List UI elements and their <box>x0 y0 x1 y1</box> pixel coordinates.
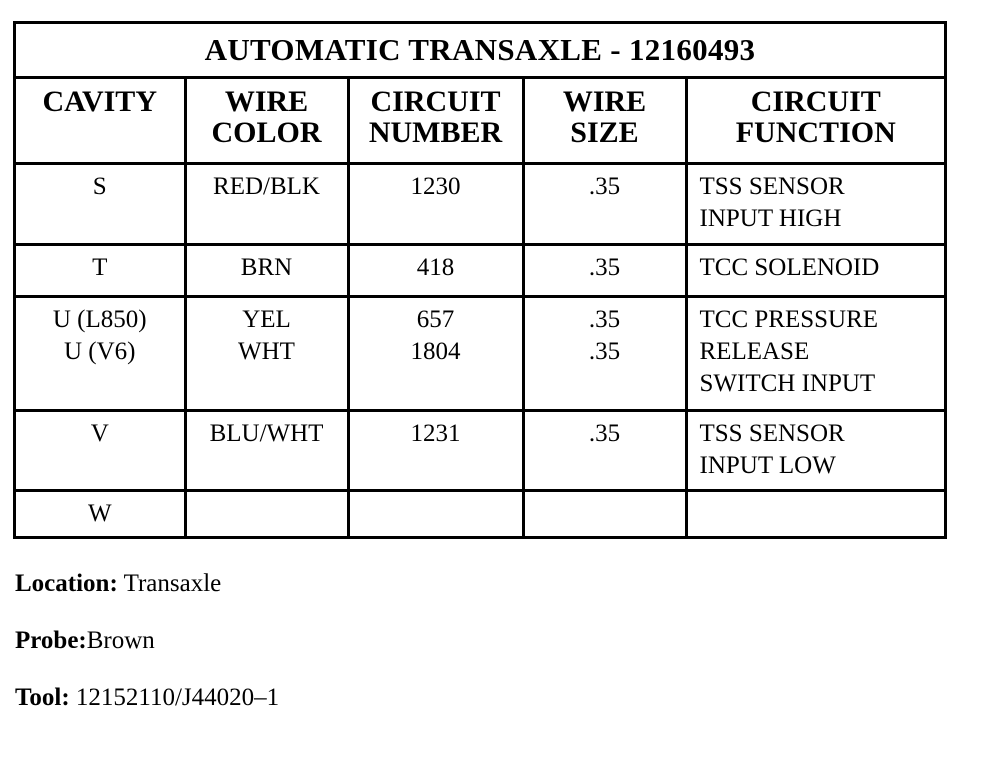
cavity-cell <box>16 244 185 296</box>
table-row <box>16 410 944 490</box>
probe-label: Probe: <box>15 627 87 654</box>
circuit-function-line: TSS SENSOR <box>699 172 845 200</box>
tool-line <box>15 684 279 712</box>
table-row <box>16 244 944 296</box>
header-wire-color <box>185 79 348 163</box>
wire-color-value: BRN <box>240 253 293 281</box>
wire-size-value: .35 <box>588 172 621 200</box>
wire-color-cell <box>185 296 348 410</box>
circuit-function-cell <box>686 296 944 410</box>
cavity-value: U (L850) <box>52 305 147 333</box>
probe-value: Brown <box>86 627 155 654</box>
header-row <box>16 79 944 163</box>
header-circuit-function-line2: FUNCTION <box>735 116 896 149</box>
circuit-number-value: 657 <box>416 305 455 333</box>
table-row <box>16 163 944 244</box>
circuit-number-cell <box>348 490 523 539</box>
circuit-number-value: 1230 <box>410 172 461 200</box>
wire-color-cell <box>185 490 348 539</box>
wire-color-value: BLU/WHT <box>209 419 324 447</box>
wire-size-cell <box>523 410 686 490</box>
circuit-number-value: 418 <box>416 253 455 281</box>
circuit-function-line: TCC PRESSURE <box>699 305 879 333</box>
wire-size-value: .35 <box>588 253 621 281</box>
header-wire-size <box>523 79 686 163</box>
wire-size-cell <box>523 244 686 296</box>
connector-table-frame <box>13 21 947 539</box>
circuit-number-value: 1804 <box>410 337 461 365</box>
tool-label: Tool: <box>15 684 70 711</box>
header-circuit-function <box>686 79 944 163</box>
header-cavity <box>16 79 185 163</box>
cavity-cell <box>16 163 185 244</box>
circuit-function-line: TSS SENSOR <box>699 419 845 447</box>
wire-size-cell <box>523 490 686 539</box>
cavity-value: T <box>92 253 108 281</box>
cavity-value: S <box>92 172 107 200</box>
location-line <box>15 570 221 598</box>
header-circuit-function-line1: CIRCUIT <box>750 85 881 118</box>
table-title: AUTOMATIC TRANSAXLE - 12160493 <box>16 24 944 79</box>
wire-size-cell <box>523 296 686 410</box>
cavity-cell <box>16 410 185 490</box>
circuit-number-cell <box>348 163 523 244</box>
location-label: Location: <box>15 570 118 597</box>
cavity-value: W <box>87 499 112 527</box>
table-row <box>16 490 944 539</box>
circuit-function-line: INPUT HIGH <box>699 204 842 232</box>
cavity-cell <box>16 490 185 539</box>
wire-color-value: WHT <box>238 337 295 365</box>
header-cavity-label: CAVITY <box>42 85 157 118</box>
wire-color-cell <box>185 244 348 296</box>
circuit-number-cell <box>348 296 523 410</box>
connector-table <box>16 79 944 539</box>
table-row <box>16 296 944 410</box>
wire-size-value: .35 <box>588 337 621 365</box>
circuit-function-line: RELEASE <box>699 337 810 365</box>
header-wire-color-line1: WIRE <box>224 85 309 118</box>
circuit-number-cell <box>348 244 523 296</box>
header-wire-size-line1: WIRE <box>562 85 647 118</box>
circuit-function-line: INPUT LOW <box>699 451 836 479</box>
circuit-number-cell <box>348 410 523 490</box>
cavity-value: V <box>90 419 109 447</box>
wire-size-value: .35 <box>588 419 621 447</box>
cavity-cell <box>16 296 185 410</box>
wire-color-cell <box>185 410 348 490</box>
wire-size-value: .35 <box>588 305 621 333</box>
cavity-value: U (V6) <box>63 337 136 365</box>
tool-value: 12152110/J44020–1 <box>75 684 280 711</box>
circuit-function-line: SWITCH INPUT <box>699 369 876 397</box>
circuit-function-cell <box>686 244 944 296</box>
wire-size-cell <box>523 163 686 244</box>
header-circuit-number-line2: NUMBER <box>368 116 503 149</box>
header-circuit-number-line1: CIRCUIT <box>370 85 501 118</box>
wire-color-value: RED/BLK <box>213 172 320 200</box>
circuit-function-line: TCC SOLENOID <box>699 253 880 281</box>
location-value: Transaxle <box>123 570 222 597</box>
circuit-function-cell <box>686 410 944 490</box>
probe-line <box>15 627 155 655</box>
header-wire-color-line2: COLOR <box>211 116 322 149</box>
wire-color-value: YEL <box>242 305 291 333</box>
circuit-function-cell <box>686 490 944 539</box>
header-circuit-number <box>348 79 523 163</box>
circuit-number-value: 1231 <box>410 419 461 447</box>
circuit-function-cell <box>686 163 944 244</box>
wire-color-cell <box>185 163 348 244</box>
header-wire-size-line2: SIZE <box>570 116 639 149</box>
